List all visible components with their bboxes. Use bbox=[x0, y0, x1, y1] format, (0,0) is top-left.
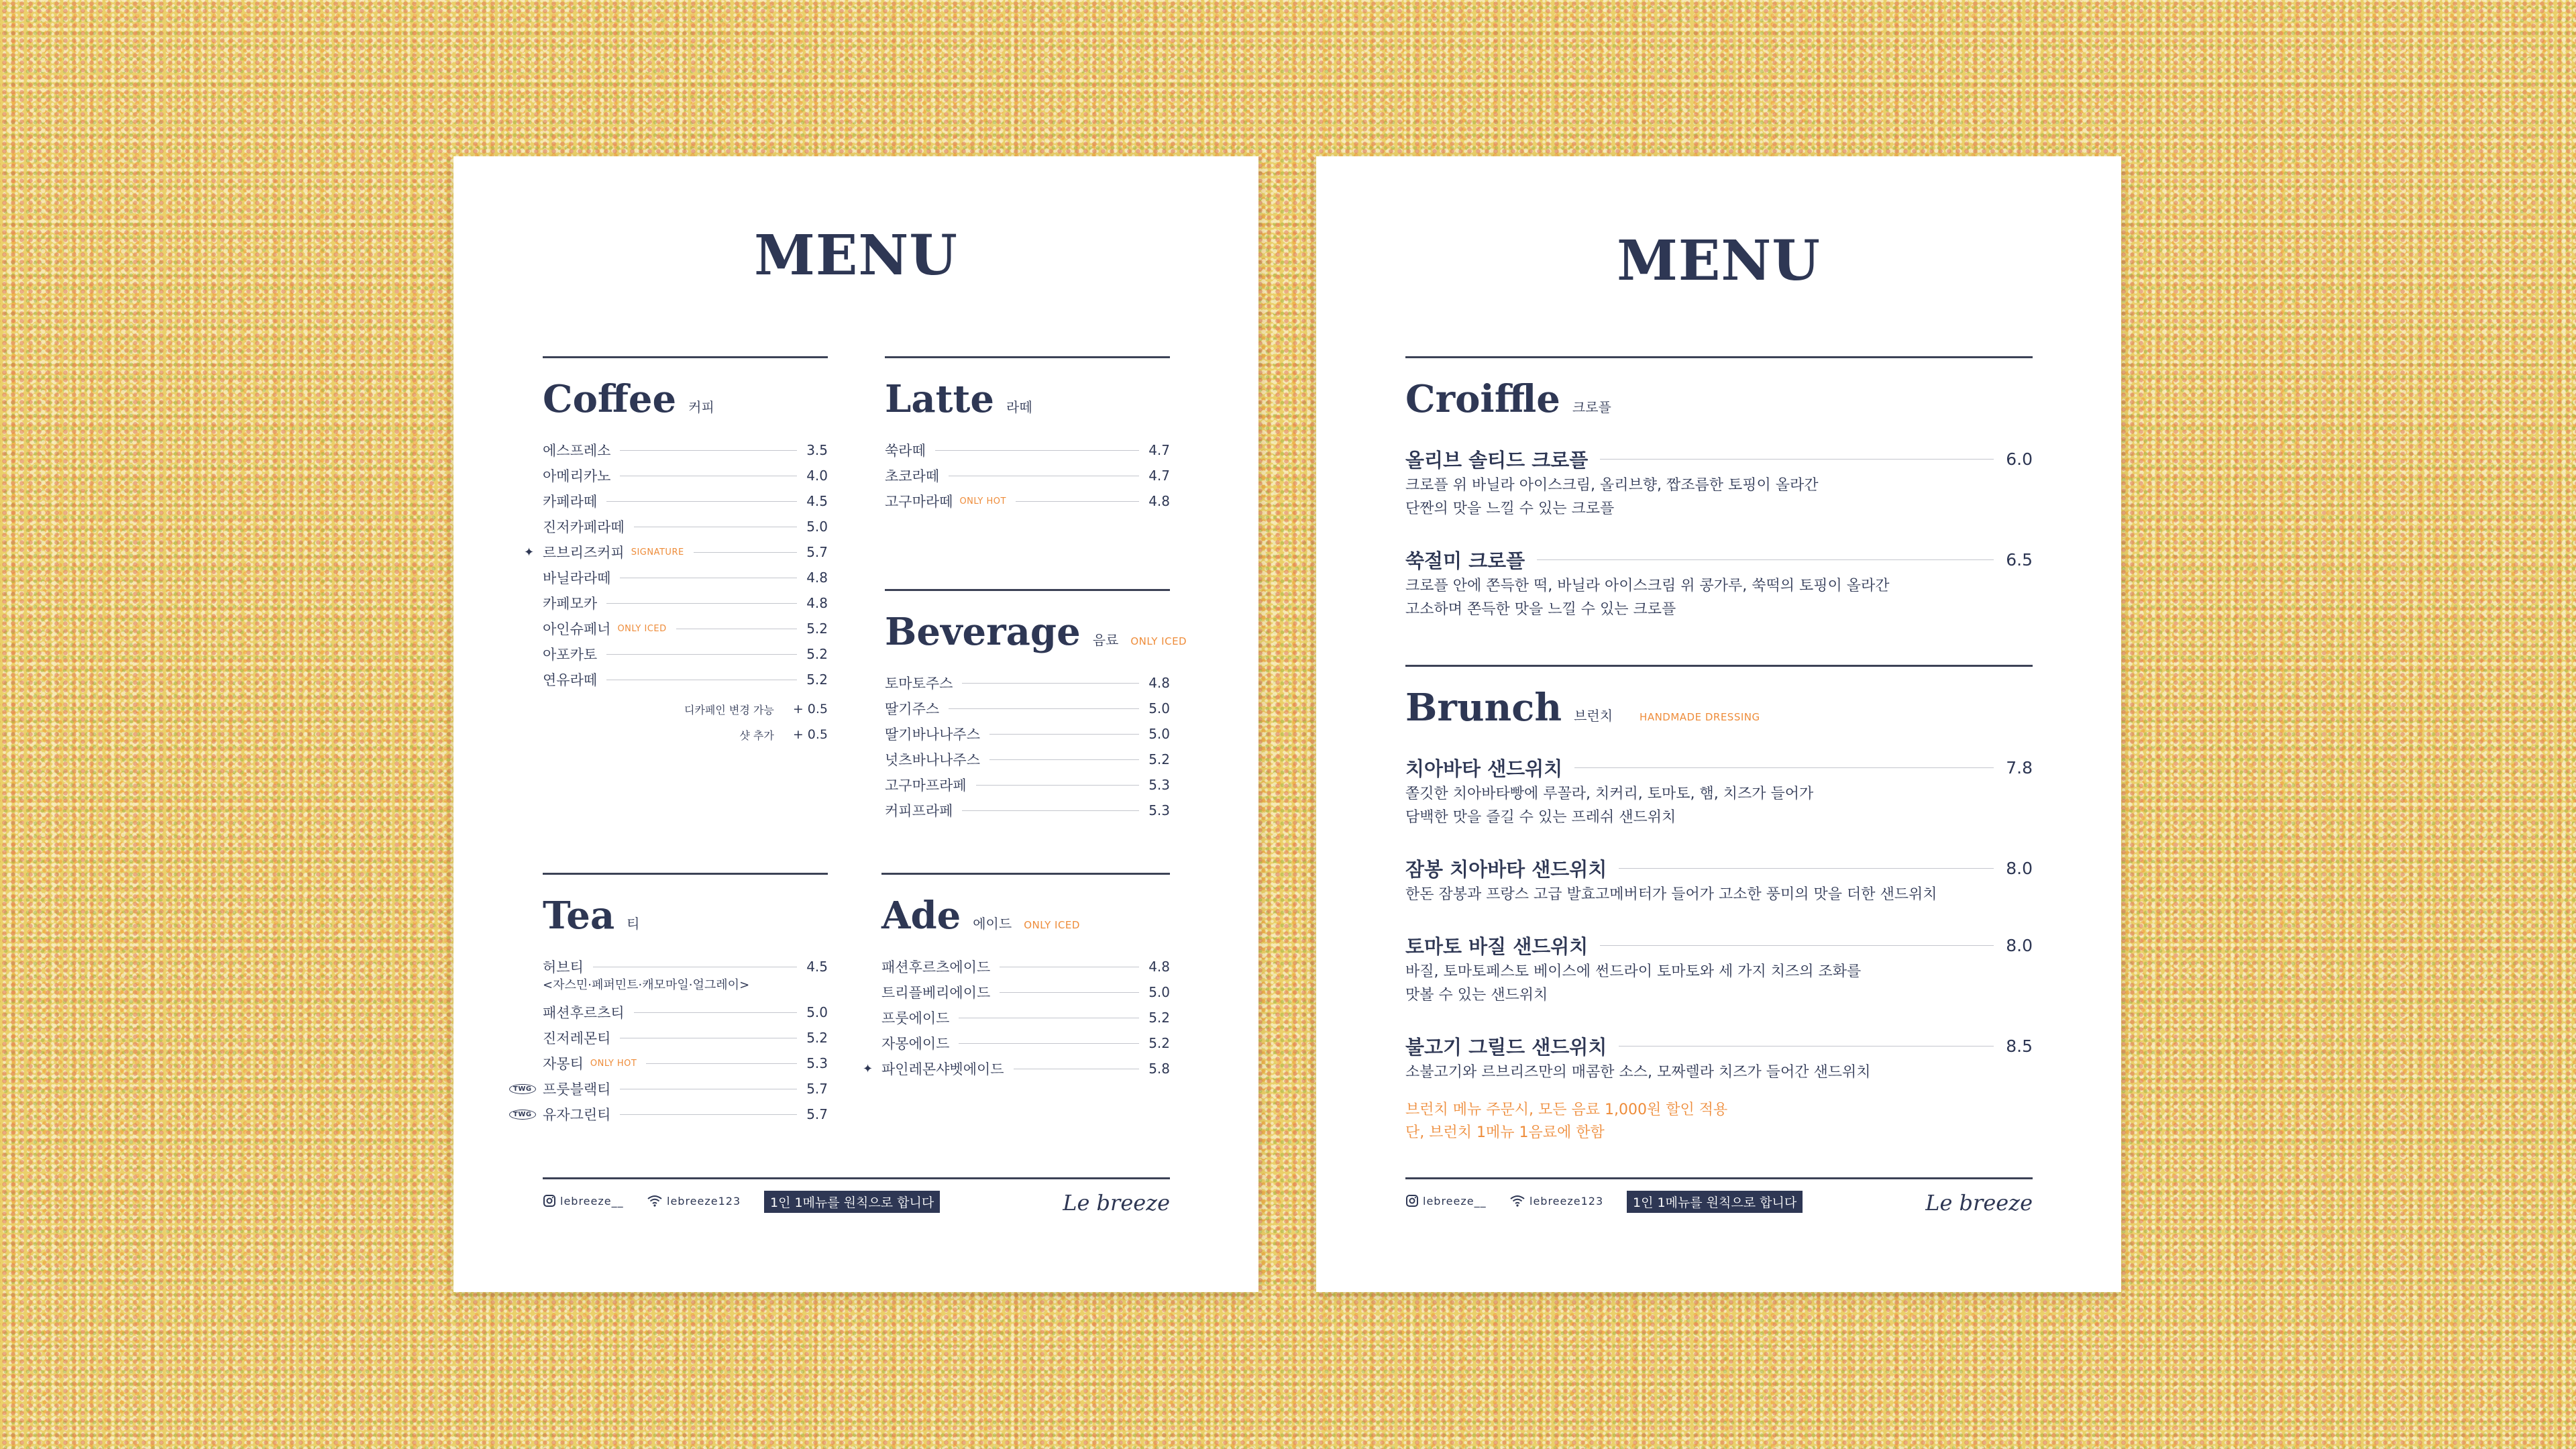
item-name: 자몽티 bbox=[543, 1056, 584, 1072]
menu-item bbox=[885, 721, 1170, 747]
brunch-notes bbox=[1405, 1099, 2033, 1144]
section-note: ONLY ICED bbox=[1024, 919, 1080, 931]
item-name: 고구마라떼 bbox=[885, 494, 953, 510]
item-name: 에스프레소 bbox=[543, 443, 611, 459]
section-beverage bbox=[885, 589, 1187, 823]
leader-line bbox=[1619, 868, 1994, 869]
item-name: 고구마프라페 bbox=[885, 777, 967, 794]
item-price: 6.0 bbox=[2006, 449, 2033, 469]
section-note: ONLY ICED bbox=[1130, 635, 1187, 647]
item-name: 아메리카노 bbox=[543, 468, 611, 484]
item-name: 패션후르츠티 bbox=[543, 1005, 625, 1021]
section-divider bbox=[885, 589, 1170, 591]
item-list bbox=[885, 437, 1170, 514]
item-description: 소불고기와 르브리즈만의 매콤한 소스, 모짜렐라 치즈가 들어간 샌드위치 bbox=[1405, 1064, 1871, 1081]
menu-item bbox=[524, 539, 828, 565]
item-subtext: <자스민·페퍼민트·캐모마일·얼그레이> bbox=[543, 978, 750, 992]
item-price: 4.5 bbox=[806, 493, 828, 509]
section-title: Brunch bbox=[1405, 686, 1562, 730]
item-description: 크로플 위 바닐라 아이스크림, 올리브향, 짭조름한 토핑이 올라간 bbox=[1405, 477, 1819, 494]
item-description: 맛볼 수 있는 샌드위치 bbox=[1405, 987, 1548, 1004]
star-mark-icon: ✦ bbox=[863, 1061, 873, 1076]
leader-line bbox=[606, 603, 797, 604]
item-price: 8.0 bbox=[2006, 858, 2033, 878]
leader-line bbox=[1600, 459, 1994, 460]
menu-item bbox=[885, 772, 1170, 798]
item-description: 크로플 안에 쫀득한 떡, 바닐라 아이스크림 위 콩가루, 쑥떡의 토핑이 올라간 bbox=[1405, 578, 1890, 594]
section-note: HANDMADE DRESSING bbox=[1640, 711, 1760, 723]
wifi-text: lebreeze123 bbox=[1529, 1194, 1604, 1208]
menu-item bbox=[543, 1051, 828, 1076]
instagram-icon bbox=[543, 1194, 556, 1208]
section-title: Coffee bbox=[543, 377, 677, 421]
section-tea bbox=[513, 873, 828, 1127]
section-ade bbox=[863, 873, 1170, 1081]
item-price: 5.0 bbox=[1148, 984, 1170, 1000]
item-price: 5.0 bbox=[1148, 700, 1170, 716]
menu-footer bbox=[1405, 1177, 2033, 1226]
section-brunch bbox=[1405, 665, 2033, 1144]
menu-sheet-right bbox=[1316, 156, 2121, 1292]
item-list bbox=[863, 954, 1170, 1081]
item-name: 자몽에이드 bbox=[881, 1036, 950, 1052]
item-name: 커피프라페 bbox=[885, 803, 953, 819]
leader-line bbox=[646, 1063, 797, 1064]
menu-sheet-left bbox=[453, 156, 1258, 1292]
star-mark-icon: ✦ bbox=[524, 545, 535, 559]
menu-item bbox=[543, 641, 828, 667]
menu-item bbox=[885, 696, 1170, 721]
leader-line bbox=[694, 552, 797, 553]
item-price: 5.2 bbox=[806, 621, 828, 637]
item-price: 7.8 bbox=[2006, 757, 2033, 777]
item-price: 4.7 bbox=[1148, 468, 1170, 484]
menu-item bbox=[543, 488, 828, 514]
item-name: 카페라떼 bbox=[543, 494, 598, 510]
section-title: Beverage bbox=[885, 610, 1081, 654]
item-list bbox=[1405, 753, 2033, 1084]
menu-item bbox=[1405, 1031, 2033, 1084]
item-price: 5.3 bbox=[1148, 802, 1170, 818]
menu-item bbox=[543, 437, 828, 463]
leader-line bbox=[989, 759, 1139, 760]
item-price: 5.8 bbox=[1148, 1061, 1170, 1077]
section-korean-title: 크로플 bbox=[1572, 399, 1611, 415]
item-name: 치아바타 샌드위치 bbox=[1405, 757, 1563, 780]
notice-badge: 1인 1메뉴를 원칙으로 합니다 bbox=[1627, 1191, 1803, 1213]
item-tag: ONLY HOT bbox=[959, 496, 1006, 506]
item-name: 쑥절미 크로플 bbox=[1405, 549, 1525, 572]
menu-item bbox=[885, 437, 1170, 463]
menu-item bbox=[885, 670, 1170, 696]
section-divider bbox=[1405, 356, 2033, 358]
item-price: 5.2 bbox=[1148, 751, 1170, 767]
brunch-note: 단, 브런치 1메뉴 1음료에 한함 bbox=[1405, 1124, 1605, 1141]
item-price: 5.3 bbox=[1148, 777, 1170, 793]
item-name: 진저카페라떼 bbox=[543, 519, 625, 535]
item-name: 토마토 바질 샌드위치 bbox=[1405, 934, 1589, 958]
leader-line bbox=[634, 1012, 797, 1013]
item-tag: ONLY HOT bbox=[590, 1058, 637, 1069]
section-title: Ade bbox=[881, 894, 961, 938]
item-price: 4.0 bbox=[806, 468, 828, 484]
item-price: 8.5 bbox=[2006, 1036, 2033, 1056]
menu-title: MENU bbox=[754, 223, 958, 288]
section-croiffle bbox=[1405, 356, 2033, 645]
section-divider bbox=[543, 356, 828, 358]
item-name: 올리브 솔티드 크로플 bbox=[1405, 448, 1589, 472]
menu-item bbox=[1405, 930, 2033, 1007]
menu-item bbox=[513, 1076, 828, 1102]
menu-item bbox=[543, 514, 828, 539]
menu-item bbox=[863, 1056, 1170, 1081]
instagram-text: lebreeze__ bbox=[560, 1194, 624, 1208]
leader-line bbox=[962, 683, 1139, 684]
item-name: 진저레몬티 bbox=[543, 1030, 611, 1046]
item-price: 5.0 bbox=[806, 519, 828, 535]
item-price: 5.2 bbox=[806, 672, 828, 688]
leader-line bbox=[976, 785, 1139, 786]
item-description: 단짠의 맛을 느낄 수 있는 크로플 bbox=[1405, 500, 1615, 517]
item-list bbox=[524, 437, 828, 692]
instagram-icon bbox=[1405, 1194, 1419, 1208]
item-price: 5.2 bbox=[1148, 1010, 1170, 1026]
item-name: 패션후르츠에이드 bbox=[881, 959, 991, 975]
item-price: 5.7 bbox=[806, 544, 828, 560]
item-name: 프룻블랙티 bbox=[543, 1081, 611, 1097]
wifi-password bbox=[647, 1194, 741, 1208]
item-price: 5.2 bbox=[1148, 1035, 1170, 1051]
leader-line bbox=[1000, 992, 1139, 993]
section-divider bbox=[543, 873, 828, 875]
item-name: 카페모카 bbox=[543, 596, 598, 612]
section-coffee bbox=[524, 356, 828, 747]
item-description: 고소하며 쫀득한 맛을 느낄 수 있는 크로플 bbox=[1405, 601, 1676, 618]
menu-item bbox=[885, 463, 1170, 488]
item-name: 허브티 bbox=[543, 959, 584, 975]
item-price: 5.7 bbox=[806, 1081, 828, 1097]
leader-line bbox=[606, 501, 797, 502]
item-name: 르브리즈커피 bbox=[543, 545, 625, 561]
menu-item bbox=[1405, 545, 2033, 621]
item-name: 불고기 그릴드 샌드위치 bbox=[1405, 1035, 1607, 1059]
item-tag: ONLY ICED bbox=[617, 623, 667, 634]
menu-item bbox=[543, 616, 828, 641]
menu-item bbox=[543, 1025, 828, 1051]
extras-list bbox=[543, 696, 828, 747]
section-title: Latte bbox=[885, 377, 995, 421]
menu-item bbox=[881, 1030, 1170, 1056]
instagram-handle bbox=[543, 1194, 624, 1208]
menu-item bbox=[543, 1000, 828, 1025]
leader-line bbox=[959, 1043, 1139, 1044]
leader-line bbox=[1016, 501, 1139, 502]
section-divider bbox=[1405, 665, 2033, 667]
wifi-text: lebreeze123 bbox=[667, 1194, 741, 1208]
item-price: 5.0 bbox=[1148, 726, 1170, 742]
section-korean-title: 음료 bbox=[1092, 632, 1119, 648]
leader-line bbox=[1574, 767, 1994, 768]
item-name: 딸기주스 bbox=[885, 701, 940, 717]
section-divider bbox=[885, 356, 1170, 358]
item-list bbox=[513, 954, 828, 1127]
menu-item bbox=[543, 667, 828, 692]
item-name: 쑥라떼 bbox=[885, 443, 926, 459]
item-name: 잠봉 치아바타 샌드위치 bbox=[1405, 857, 1607, 881]
leader-line bbox=[1537, 559, 1994, 560]
item-list bbox=[1405, 444, 2033, 621]
menu-item bbox=[881, 979, 1170, 1005]
item-price: 4.8 bbox=[1148, 675, 1170, 691]
item-description: 바질, 토마토페스토 베이스에 썬드라이 토마토와 세 가지 치즈의 조화를 bbox=[1405, 963, 1862, 980]
menu-item-header bbox=[1405, 930, 2033, 960]
item-price: 4.8 bbox=[806, 595, 828, 611]
extra-price: + 0.5 bbox=[792, 727, 828, 742]
item-price: 4.8 bbox=[1148, 959, 1170, 975]
item-price: 5.0 bbox=[806, 1004, 828, 1020]
section-korean-title: 에이드 bbox=[973, 916, 1012, 932]
menu-item bbox=[885, 798, 1170, 823]
menu-item bbox=[1405, 753, 2033, 829]
item-name: 딸기바나나주스 bbox=[885, 727, 981, 743]
extra-label: 샷 추가 bbox=[739, 729, 774, 742]
menu-item bbox=[543, 954, 828, 979]
brand-signature: Le breeze bbox=[1925, 1190, 2033, 1216]
twg-badge-icon: TWG bbox=[509, 1084, 536, 1094]
section-korean-title: 라떼 bbox=[1006, 399, 1032, 415]
item-description: 담백한 맛을 즐길 수 있는 프레쉬 샌드위치 bbox=[1405, 809, 1676, 826]
leader-line bbox=[620, 1114, 797, 1115]
brunch-note: 브런치 메뉴 주문시, 모든 음료 1,000원 할인 적용 bbox=[1405, 1102, 1728, 1118]
item-name: 프룻에이드 bbox=[881, 1010, 950, 1026]
instagram-handle bbox=[1405, 1194, 1487, 1208]
menu-item bbox=[1405, 444, 2033, 521]
twg-badge-icon: TWG bbox=[509, 1110, 536, 1120]
notice bbox=[764, 1191, 940, 1213]
notice-badge: 1인 1메뉴를 원칙으로 합니다 bbox=[764, 1191, 940, 1213]
wifi-icon bbox=[1509, 1194, 1525, 1208]
item-name: 아인슈페너 bbox=[543, 621, 611, 637]
item-tag: SIGNATURE bbox=[631, 547, 684, 557]
section-korean-title: 커피 bbox=[688, 399, 714, 415]
item-name: 유자그린티 bbox=[543, 1107, 611, 1123]
menu-item bbox=[885, 488, 1170, 514]
extra-label: 디카페인 변경 가능 bbox=[684, 703, 774, 716]
item-price: 5.3 bbox=[806, 1055, 828, 1071]
item-name: 아포카토 bbox=[543, 647, 598, 663]
menu-item bbox=[881, 954, 1170, 979]
menu-footer bbox=[543, 1177, 1170, 1226]
menu-item bbox=[543, 590, 828, 616]
leader-line bbox=[935, 450, 1139, 451]
leader-line bbox=[620, 450, 797, 451]
item-name: 토마토주스 bbox=[885, 676, 953, 692]
menu-item bbox=[513, 1102, 828, 1127]
section-title: Tea bbox=[543, 894, 615, 938]
item-name: 연유라떼 bbox=[543, 672, 598, 688]
item-description: 한돈 잠봉과 프랑스 고급 발효고메버터가 들어가 고소한 풍미의 맛을 더한 샌드위치 bbox=[1405, 886, 1937, 903]
item-name: 초코라떼 bbox=[885, 468, 940, 484]
menu-item-header bbox=[1405, 1031, 2033, 1061]
item-price: 4.7 bbox=[1148, 442, 1170, 458]
leader-line bbox=[962, 810, 1139, 811]
item-price: 5.2 bbox=[806, 1030, 828, 1046]
menu-item-header bbox=[1405, 444, 2033, 474]
item-list bbox=[885, 670, 1170, 823]
menu-item bbox=[543, 565, 828, 590]
item-price: 4.5 bbox=[806, 959, 828, 975]
menu-item-header bbox=[1405, 853, 2033, 883]
leader-line bbox=[606, 654, 797, 655]
item-name: 파인레몬샤벳에이드 bbox=[881, 1061, 1004, 1077]
item-price: 6.5 bbox=[2006, 549, 2033, 570]
item-name: 바닐라라떼 bbox=[543, 570, 611, 586]
item-price: 5.7 bbox=[806, 1106, 828, 1122]
wifi-icon bbox=[647, 1194, 663, 1208]
section-divider bbox=[881, 873, 1170, 875]
extra-option bbox=[543, 696, 828, 722]
brand-signature: Le breeze bbox=[1063, 1190, 1170, 1216]
item-name: 트리플베리에이드 bbox=[881, 985, 991, 1001]
menu-item-header bbox=[1405, 753, 2033, 782]
menu-item-header bbox=[1405, 545, 2033, 574]
item-description: 쫄깃한 치아바타빵에 루꼴라, 치커리, 토마토, 햄, 치즈가 들어가 bbox=[1405, 786, 1814, 802]
menu-item bbox=[881, 1005, 1170, 1030]
notice bbox=[1627, 1191, 1803, 1213]
extra-option bbox=[543, 722, 828, 747]
item-price: 4.8 bbox=[1148, 493, 1170, 509]
wifi-password bbox=[1509, 1194, 1603, 1208]
extra-price: + 0.5 bbox=[792, 702, 828, 716]
leader-line bbox=[989, 734, 1139, 735]
menu-item bbox=[543, 463, 828, 488]
item-name: 넛츠바나나주스 bbox=[885, 752, 981, 768]
section-korean-title: 브런치 bbox=[1574, 708, 1613, 724]
section-title: Croiffle bbox=[1405, 377, 1560, 421]
item-price: 5.2 bbox=[806, 646, 828, 662]
section-korean-title: 티 bbox=[627, 916, 640, 932]
section-latte bbox=[885, 356, 1170, 514]
leader-line bbox=[949, 708, 1139, 709]
leader-line bbox=[1600, 945, 1994, 946]
item-price: 8.0 bbox=[2006, 935, 2033, 955]
item-price: 4.8 bbox=[806, 570, 828, 586]
menu-title: MENU bbox=[1617, 229, 1821, 293]
item-price: 3.5 bbox=[806, 442, 828, 458]
instagram-text: lebreeze__ bbox=[1423, 1194, 1487, 1208]
menu-item bbox=[885, 747, 1170, 772]
menu-item bbox=[1405, 853, 2033, 906]
